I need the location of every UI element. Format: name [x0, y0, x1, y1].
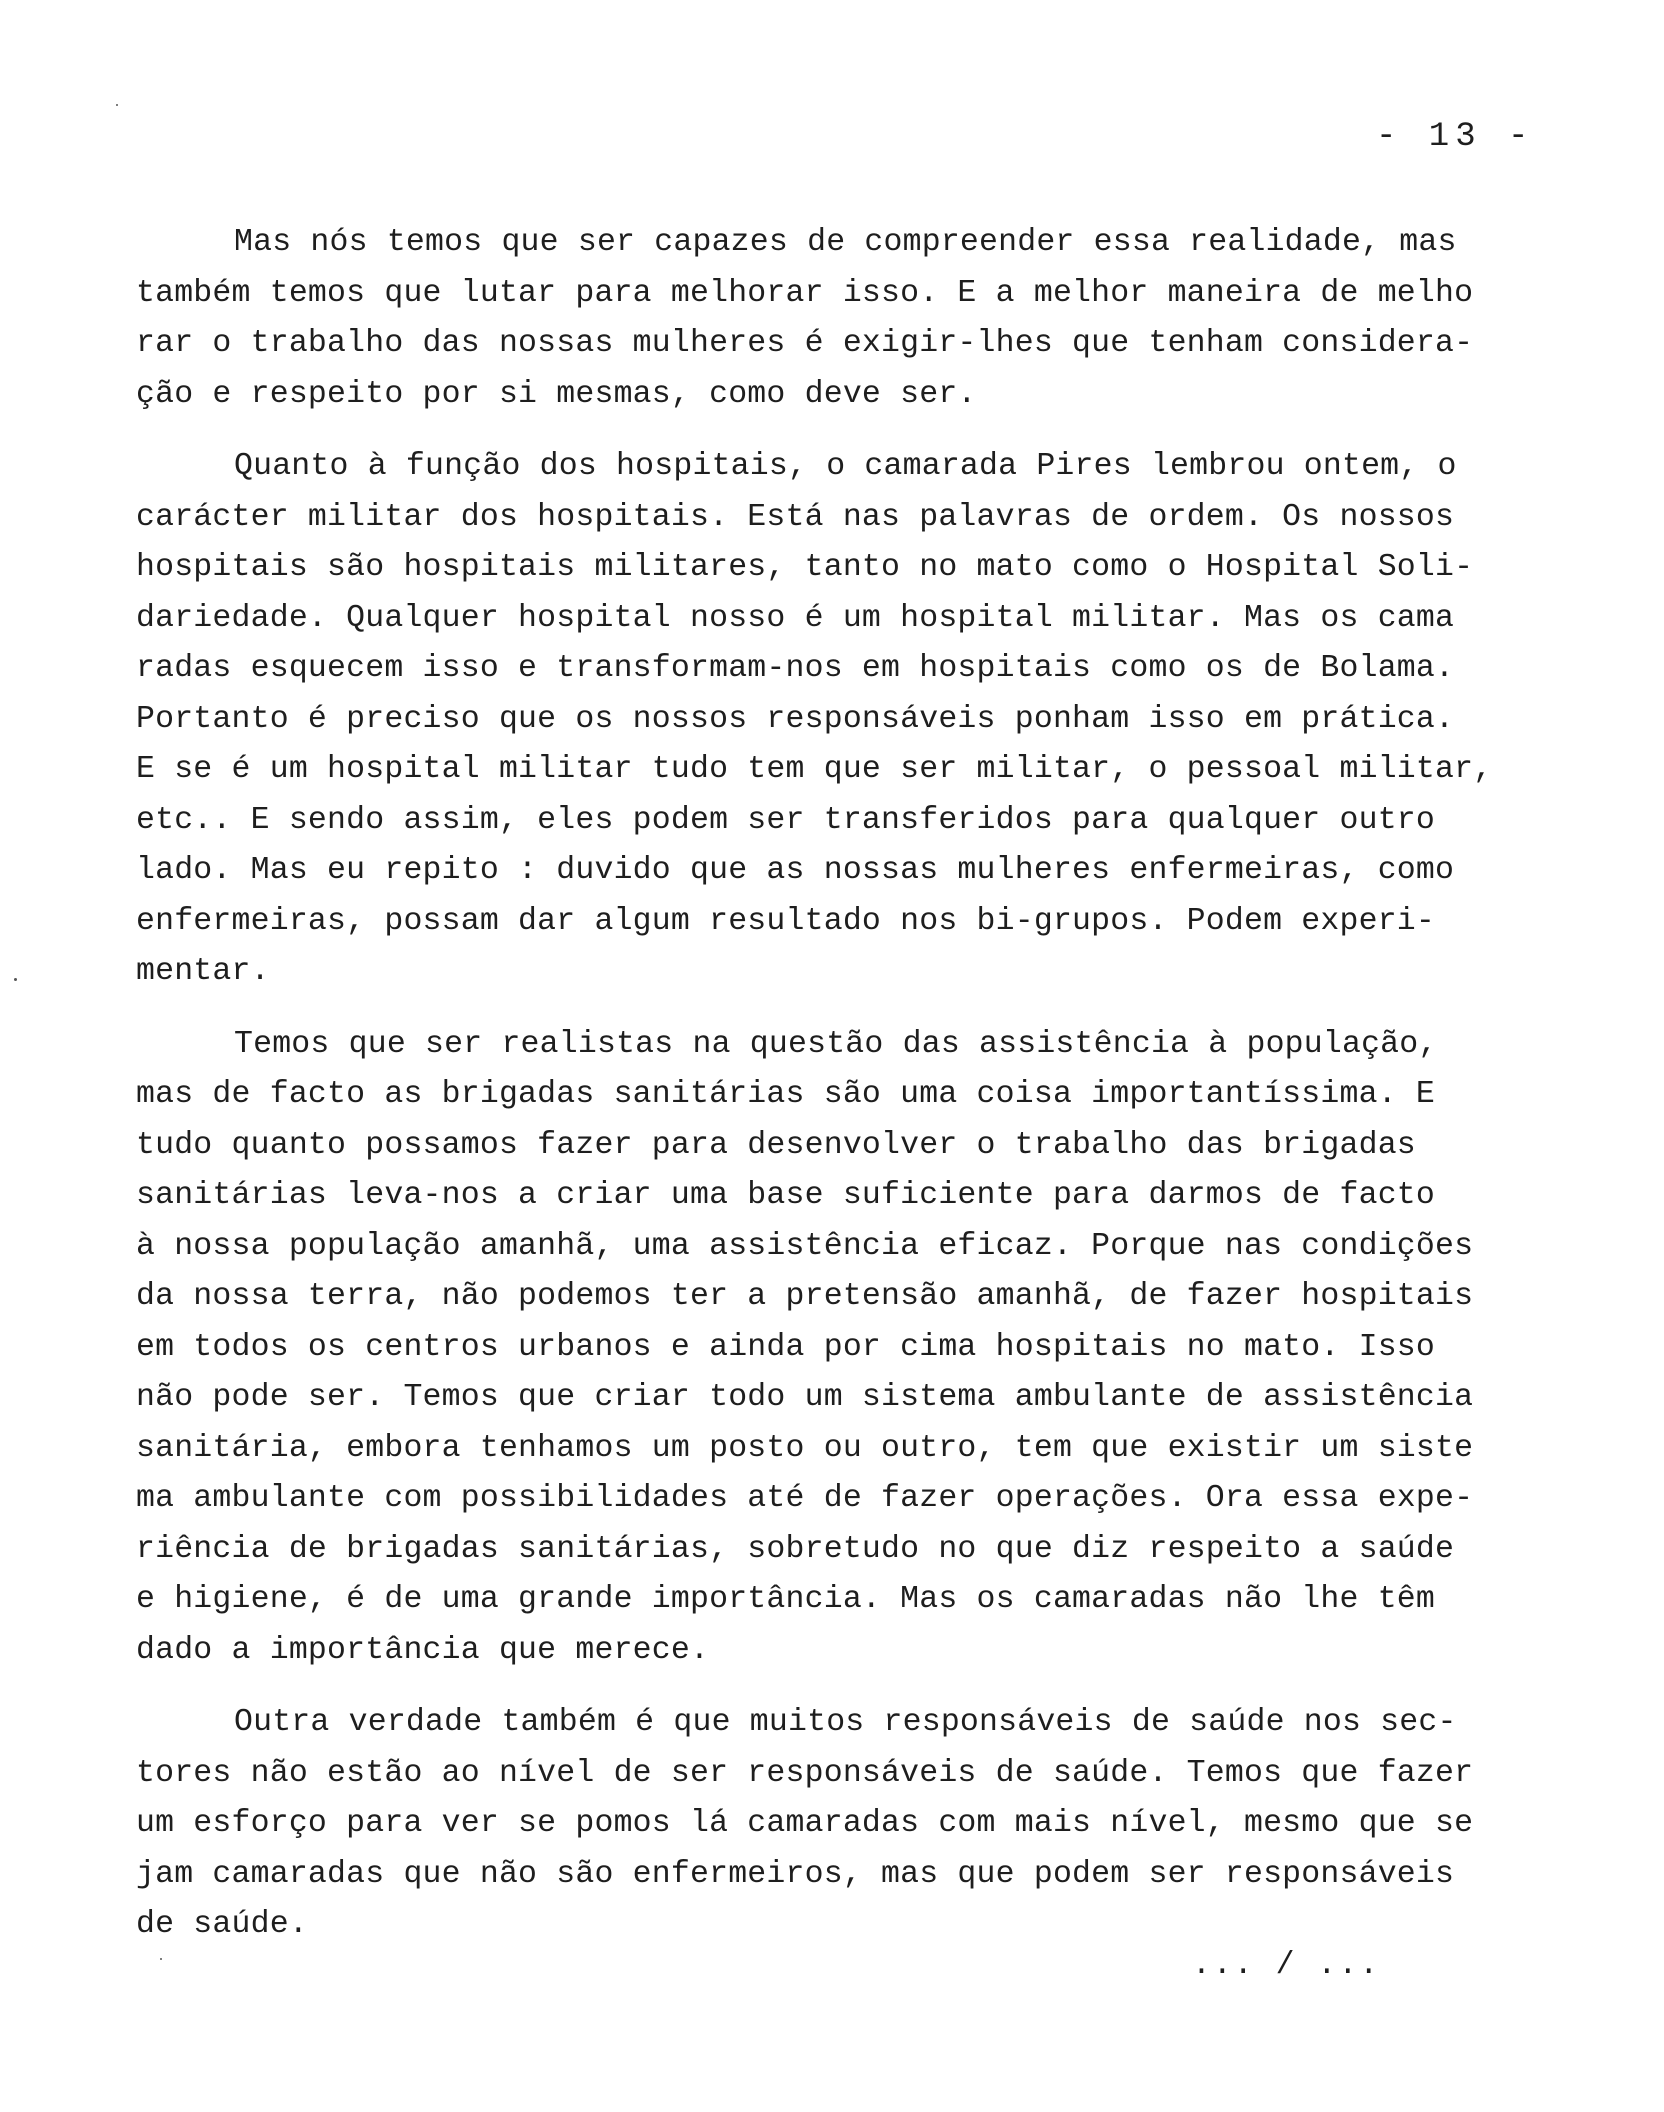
text-line: e higiene, é de uma grande importância. Mas os camaradas não lhe têm — [136, 1582, 1436, 1617]
text-line: mas de facto as brigadas sanitárias são uma coisa importantíssima. E — [136, 1077, 1436, 1112]
text-line: dariedade. Qualquer hospital nosso é um hospital militar. Mas os cama — [136, 600, 1455, 636]
scan-speck — [116, 104, 118, 106]
text-line: hospitais são hospitais militares, tanto no mato como o Hospital Soli- — [136, 550, 1474, 585]
paragraph — [136, 1698, 1576, 1951]
text-line: tudo quanto possamos fazer para desenvolver o trabalho das brigadas — [136, 1127, 1416, 1163]
text-line: jam camaradas que não são enfermeiros, mas que podem ser responsáveis — [136, 1856, 1455, 1892]
text-line: um esforço para ver se pomos lá camaradas com mais nível, mesmo que se — [136, 1806, 1474, 1841]
text-line: mentar. — [136, 954, 270, 989]
text-line: em todos os centros urbanos e ainda por cima hospitais no mato. Isso — [136, 1329, 1436, 1365]
paragraph — [136, 1020, 1576, 1677]
text-line: enfermeiras, possam dar algum resultado nos bi-grupos. Podem experi- — [136, 903, 1436, 939]
text-line: Temos que ser realistas na questão das assistência à população, — [234, 1026, 1438, 1062]
text-line: Quanto à função dos hospitais, o camarada Pires lembrou ontem, o — [234, 449, 1457, 484]
page-number: - 13 - — [1376, 118, 1535, 156]
text-line: ma ambulante com possibilidades até de fazer operações. Ora essa expe- — [136, 1481, 1474, 1516]
text-line: de saúde. — [136, 1907, 308, 1942]
text-line: rar o trabalho das nossas mulheres é exigir-lhes que tenham considera- — [136, 326, 1474, 361]
text-line: ção e respeito por si mesmas, como deve ser. — [136, 376, 977, 412]
text-line: carácter militar dos hospitais. Está nas palavras de ordem. Os nossos — [136, 499, 1455, 535]
text-line: lado. Mas eu repito : duvido que as nossas mulheres enfermeiras, como — [136, 853, 1455, 888]
continuation-mark: ... / ... — [1192, 1948, 1381, 1983]
scan-speck — [160, 1958, 162, 1960]
scan-speck — [14, 978, 17, 981]
text-line: dado a importância que merece. — [136, 1632, 710, 1668]
text-line: radas esquecem isso e transformam-nos em hospitais como os de Bolama. — [136, 651, 1455, 686]
text-line: E se é um hospital militar tudo tem que ser militar, o pessoal militar, — [136, 752, 1493, 787]
text-line: Mas nós temos que ser capazes de compreender essa realidade, mas — [234, 225, 1457, 260]
text-line: Portanto é preciso que os nossos responsáveis ponham isso em prática. — [136, 701, 1455, 737]
text-line: da nossa terra, não podemos ter a pretensão amanhã, de fazer hospitais — [136, 1279, 1474, 1314]
text-line: tores não estão ao nível de ser responsáveis de saúde. Temos que fazer — [136, 1755, 1474, 1791]
text-line: riência de brigadas sanitárias, sobretudo no que diz respeito a saúde — [136, 1531, 1455, 1567]
paragraph — [136, 442, 1576, 998]
text-line: sanitárias leva-nos a criar uma base suficiente para darmos de facto — [136, 1178, 1436, 1213]
text-line: Outra verdade também é que muitos responsáveis de saúde nos sec- — [234, 1705, 1457, 1740]
text-line: não pode ser. Temos que criar todo um sistema ambulante de assistência — [136, 1380, 1474, 1415]
text-line: também temos que lutar para melhorar isso. E a melhor maneira de melho — [136, 275, 1474, 311]
paragraph — [136, 218, 1576, 420]
body-text — [136, 218, 1576, 1973]
text-line: à nossa população amanhã, uma assistência eficaz. Porque nas condições — [136, 1228, 1474, 1264]
text-line: etc.. E sendo assim, eles podem ser transferidos para qualquer outro — [136, 802, 1436, 838]
text-line: sanitária, embora tenhamos um posto ou outro, tem que existir um siste — [136, 1430, 1474, 1466]
